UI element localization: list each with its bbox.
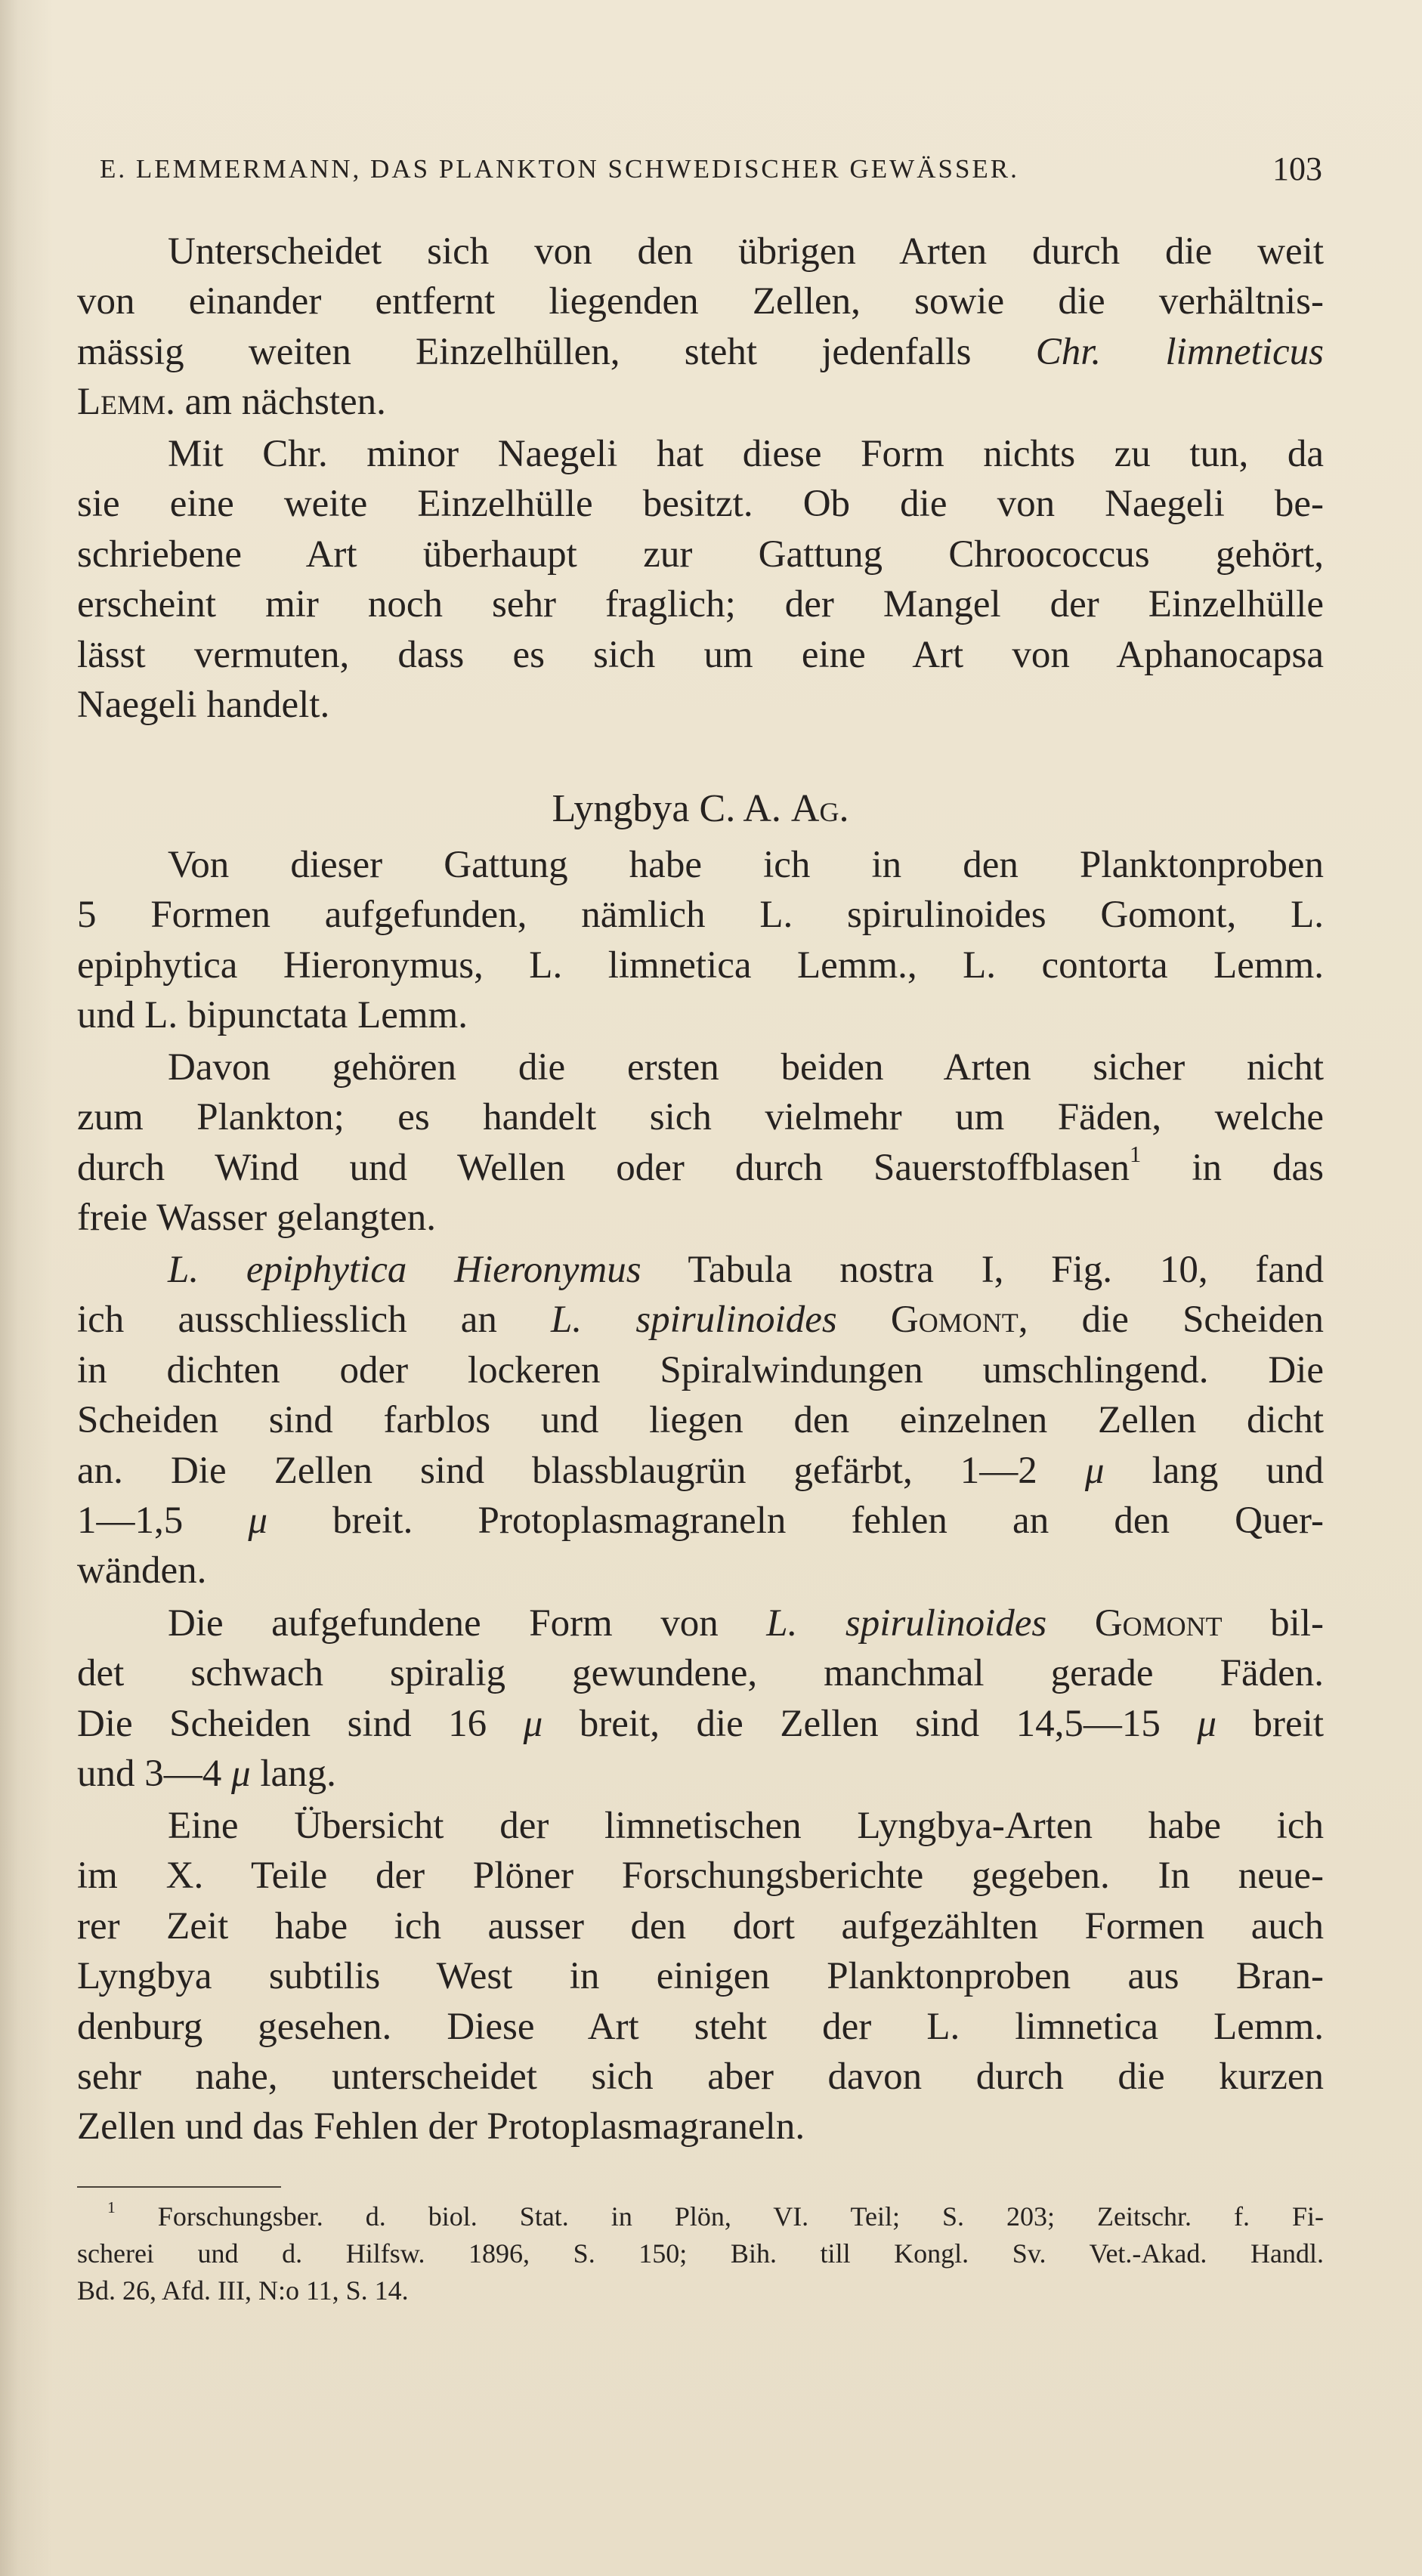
footnote-line: Bd. 26, Afd. III, N:o 11, S. 14. <box>77 2275 409 2306</box>
micron-symbol: μ <box>231 1753 251 1796</box>
text-line: erscheint mir noch sehr fraglich; der Mangel der Einzelhülle <box>77 583 1324 626</box>
text-line: Zellen und das Fehlen der Protoplasmagraneln. <box>77 2105 805 2148</box>
heading-author-abbrev: Ag. <box>790 787 849 830</box>
footnote-rule <box>77 2186 281 2188</box>
text-line: Von dieser Gattung habe ich in den Planktonproben <box>168 844 1324 886</box>
author-name: Lemm. <box>77 381 175 424</box>
text-span: in das <box>1141 1146 1324 1189</box>
running-title: E. LEMMERMANN, DAS PLANKTON SCHWEDISCHER GEWÄSSER. <box>100 154 1019 184</box>
micron-symbol: μ <box>523 1702 543 1745</box>
text-line <box>77 1598 1324 1648</box>
text-line <box>77 1699 1324 1749</box>
text-span: Tabula nostra I, Fig. 10, fand <box>641 1249 1324 1291</box>
text-line: Scheiden sind farblos und liegen den einzelnen Zellen dicht <box>77 1399 1324 1442</box>
footnote-line <box>77 2198 1324 2235</box>
text-span: durch Wind und Wellen oder durch Sauerstoffblasen <box>77 1146 1130 1189</box>
text-line: rer Zeit habe ich ausser den dort aufgezählten Formen auch <box>77 1904 1324 1947</box>
text-line <box>77 1446 1324 1496</box>
text-span: breit <box>1216 1702 1324 1745</box>
text-span: ich ausschliesslich an <box>77 1299 552 1342</box>
paragraph-3 <box>77 840 1324 1041</box>
text-span: Die Scheiden sind 16 <box>77 1702 524 1745</box>
text-line: denburg gesehen. Diese Art steht der L. limnetica Lemm. <box>77 2005 1324 2048</box>
text-span <box>837 1299 891 1341</box>
text-span <box>1046 1602 1095 1645</box>
text-span: mässig weiten Einzelhüllen, steht jedenfalls <box>77 330 1036 373</box>
text-line: lässt vermuten, dass es sich um eine Art von Aphanocapsa <box>77 633 1324 676</box>
text-line: det schwach spiralig gewundene, manchmal gerade Fäden. <box>77 1652 1324 1695</box>
text-line <box>77 1143 1324 1193</box>
species-name: L. spirulinoides <box>766 1602 1047 1645</box>
text-line: Eine Übersicht der limnetischen Lyngbya-Arten habe ich <box>168 1805 1324 1847</box>
heading-author: C. A. <box>689 787 791 830</box>
text-line: Mit Chr. minor Naegeli hat diese Form nichts zu tun, da <box>168 433 1324 475</box>
species-name: Chr. limneticus <box>1035 330 1324 373</box>
text-line <box>77 377 1324 427</box>
paragraph-7 <box>77 1801 1324 2152</box>
text-span: breit. Protoplasmagraneln fehlen an den Quer- <box>267 1499 1324 1542</box>
text-line: Naegeli handelt. <box>77 683 330 726</box>
text-span: , die Scheiden <box>1018 1299 1325 1342</box>
text-line: sehr nahe, unterscheidet sich aber davon durch die kurzen <box>77 2055 1324 2098</box>
text-span: lang. <box>250 1753 336 1796</box>
text-line: Davon gehören die ersten beiden Arten sicher nicht <box>168 1046 1324 1089</box>
text-span: Forschungsber. d. biol. Stat. in Plön, VI. Teil; S. 203; Zeitschr. f. Fi- <box>115 2201 1324 2232</box>
text-span: am nächsten. <box>175 381 386 424</box>
author-name: Gomont <box>1094 1602 1223 1645</box>
text-line: in dichten oder lockeren Spiralwindungen umschlingend. Die <box>77 1348 1324 1391</box>
text-line: von einander entfernt liegenden Zellen, sowie die verhältnis- <box>77 280 1324 323</box>
species-name: L. epiphytica Hieronymus <box>168 1249 641 1291</box>
paragraph-1 <box>77 227 1324 428</box>
species-name: L. spirulinoides <box>551 1299 837 1342</box>
section-heading <box>77 784 1324 834</box>
text-line: wänden. <box>77 1549 207 1592</box>
text-line: 5 Formen aufgefunden, nämlich L. spirulinoides Gomont, L. <box>77 894 1324 937</box>
text-span: bil- <box>1222 1602 1324 1645</box>
text-line <box>77 1245 1324 1295</box>
micron-symbol: μ <box>248 1499 267 1542</box>
paragraph-5 <box>77 1245 1324 1596</box>
text-line: und L. bipunctata Lemm. <box>77 994 468 1037</box>
text-line <box>77 327 1324 377</box>
footnote-line: scherei und d. Hilfsw. 1896, S. 150; Bih. till Kongl. Sv. Vet.-Akad. Handl. <box>77 2238 1324 2269</box>
text-line: zum Plankton; es handelt sich vielmehr um Fäden, welche <box>77 1096 1324 1139</box>
paragraph-4 <box>77 1042 1324 1243</box>
text-line: Lyngbya subtilis West in einigen Planktonproben aus Bran- <box>77 1955 1324 1998</box>
genus-name: Lyngbya <box>552 787 690 830</box>
footnote-marker: 1 <box>1130 1141 1142 1167</box>
text-line: epiphytica Hieronymus, L. limnetica Lemm., L. contorta Lemm. <box>77 944 1324 987</box>
paragraph-6 <box>77 1598 1324 1799</box>
text-line <box>77 1295 1324 1345</box>
running-head <box>100 147 1322 192</box>
text-span: Die aufgefundene Form von <box>168 1602 767 1645</box>
paragraph-2 <box>77 429 1324 730</box>
text-line <box>77 1496 1324 1546</box>
text-line: sie eine weite Einzelhülle besitzt. Ob die von Naegeli be- <box>77 483 1324 526</box>
footnote-marker: 1 <box>107 2198 116 2216</box>
text-line: freie Wasser gelangten. <box>77 1197 436 1240</box>
text-line: im X. Teile der Plöner Forschungsberichte gegeben. In neue- <box>77 1855 1324 1898</box>
text-span: und 3—4 <box>77 1753 231 1796</box>
micron-symbol: μ <box>1197 1702 1217 1745</box>
text-span: lang und <box>1104 1449 1324 1492</box>
micron-symbol: μ <box>1084 1449 1105 1492</box>
text-line: schriebene Art überhaupt zur Gattung Chroococcus gehört, <box>77 533 1324 576</box>
text-span: 1—1,5 <box>77 1499 249 1542</box>
text-line <box>77 1749 1324 1799</box>
text-span: an. Die Zellen sind blassblaugrün gefärbt, 1—2 <box>77 1449 1085 1492</box>
text-span: breit, die Zellen sind 14,5—15 <box>543 1702 1198 1745</box>
footnote <box>77 2198 1324 2309</box>
page-number: 103 <box>1272 150 1322 187</box>
author-name: Gomont <box>890 1299 1019 1342</box>
text-line: Unterscheidet sich von den übrigen Arten durch die weit <box>168 230 1324 273</box>
